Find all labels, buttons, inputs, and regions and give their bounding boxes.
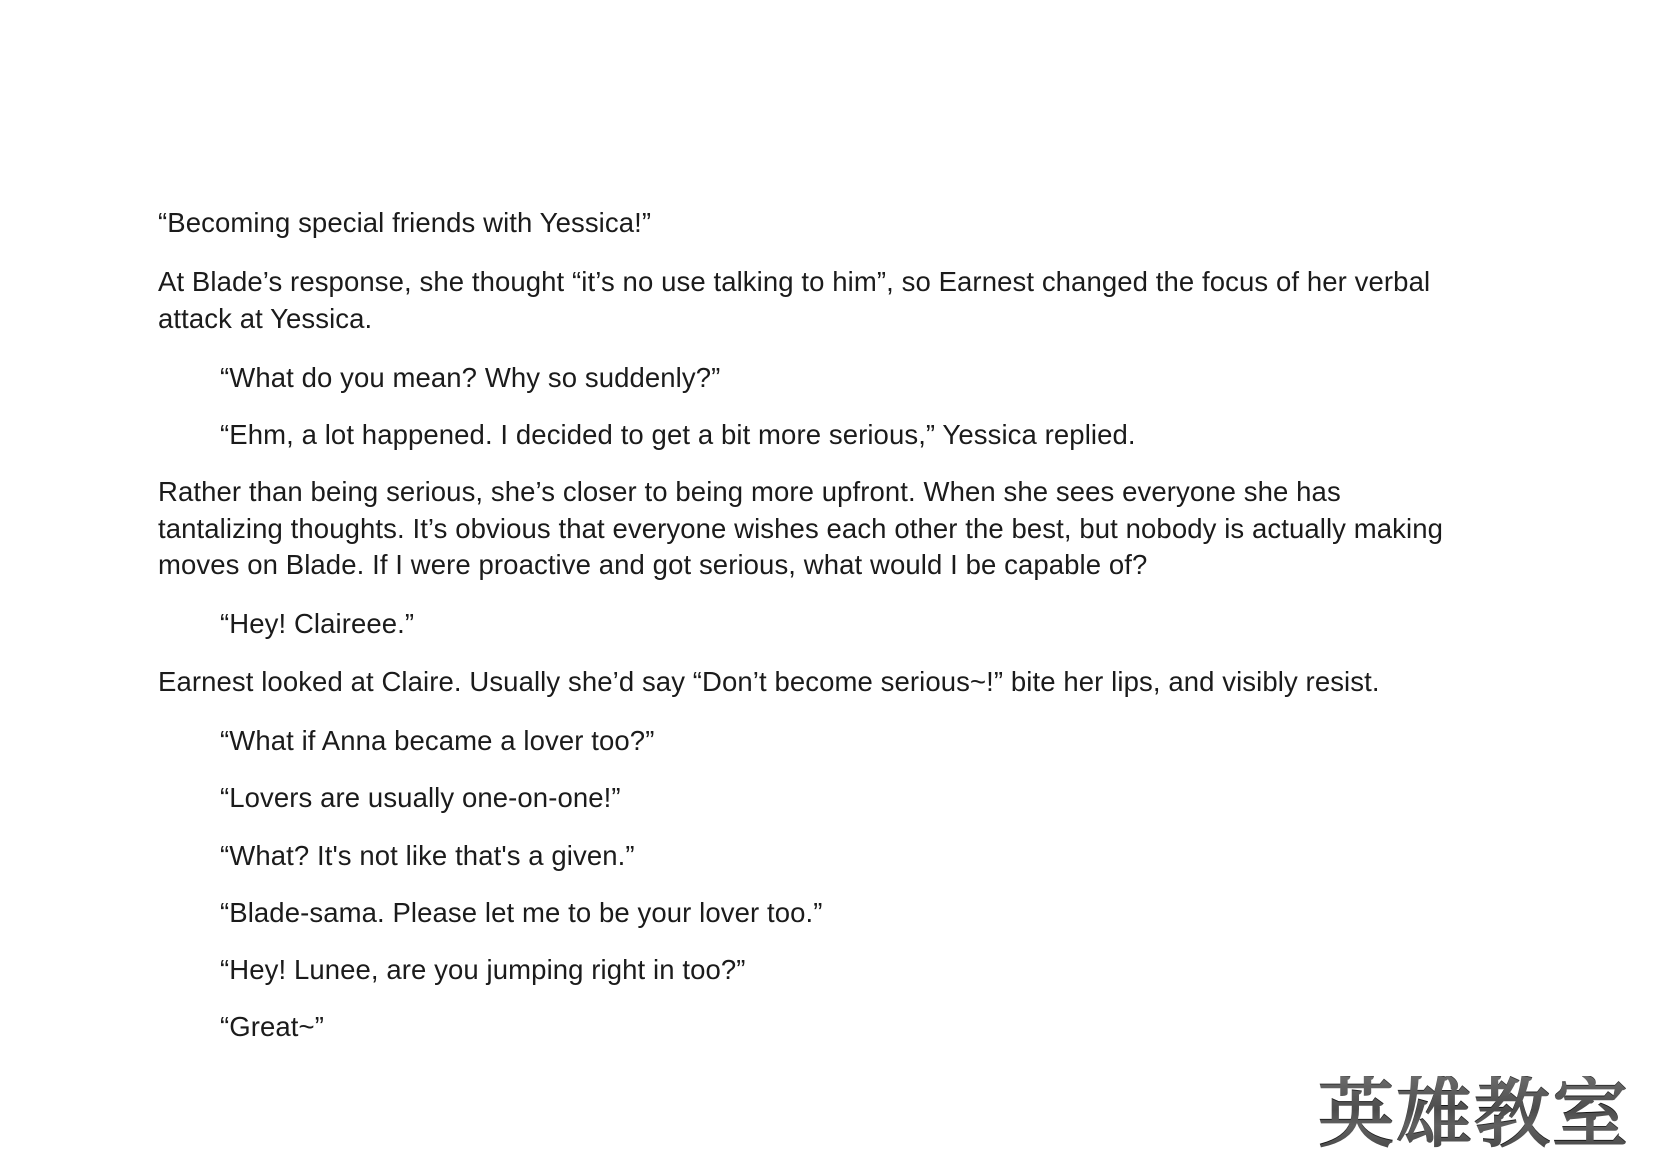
paragraph: “Great~” xyxy=(220,1011,324,1043)
watermark-title: 英雄教室 xyxy=(1318,1069,1630,1158)
paragraph: Rather than being serious, she’s closer to being more upfront. When she sees everyone she has tantalizing thoughts. It’s obvious that everyone wishes each other the best, but nobody is actually making moves on Blade. If I were proactive and got serious, what would I be capable of? xyxy=(158,476,1451,581)
paragraph: “What? It's not like that's a given.” xyxy=(220,839,635,871)
paragraph: “Lovers are usually one-on-one!” xyxy=(220,782,621,814)
paragraph: “Hey! Claireee.” xyxy=(220,608,415,640)
watermark xyxy=(1300,1032,1630,1158)
paragraph: “Ehm, a lot happened. I decided to get a bit more serious,” Yessica replied. xyxy=(220,419,1136,451)
paragraph: “Blade-sama. Please let me to be your lover too.” xyxy=(220,896,823,928)
paragraph: “Becoming special friends with Yessica!” xyxy=(158,207,652,238)
paragraph: “What if Anna became a lover too?” xyxy=(220,724,655,756)
paragraph: “What do you mean? Why so suddenly?” xyxy=(220,361,721,393)
paragraph: Earnest looked at Claire. Usually she’d say “Don’t become serious~!” bite her lips, and visibly resist. xyxy=(158,665,1380,697)
text-column xyxy=(158,205,1458,1067)
paragraph: “Hey! Lunee, are you jumping right in too?” xyxy=(220,954,746,986)
paragraph: At Blade’s response, she thought “it’s no use talking to him”, so Earnest changed the focus of her verbal attack at Yessica. xyxy=(158,266,1438,334)
